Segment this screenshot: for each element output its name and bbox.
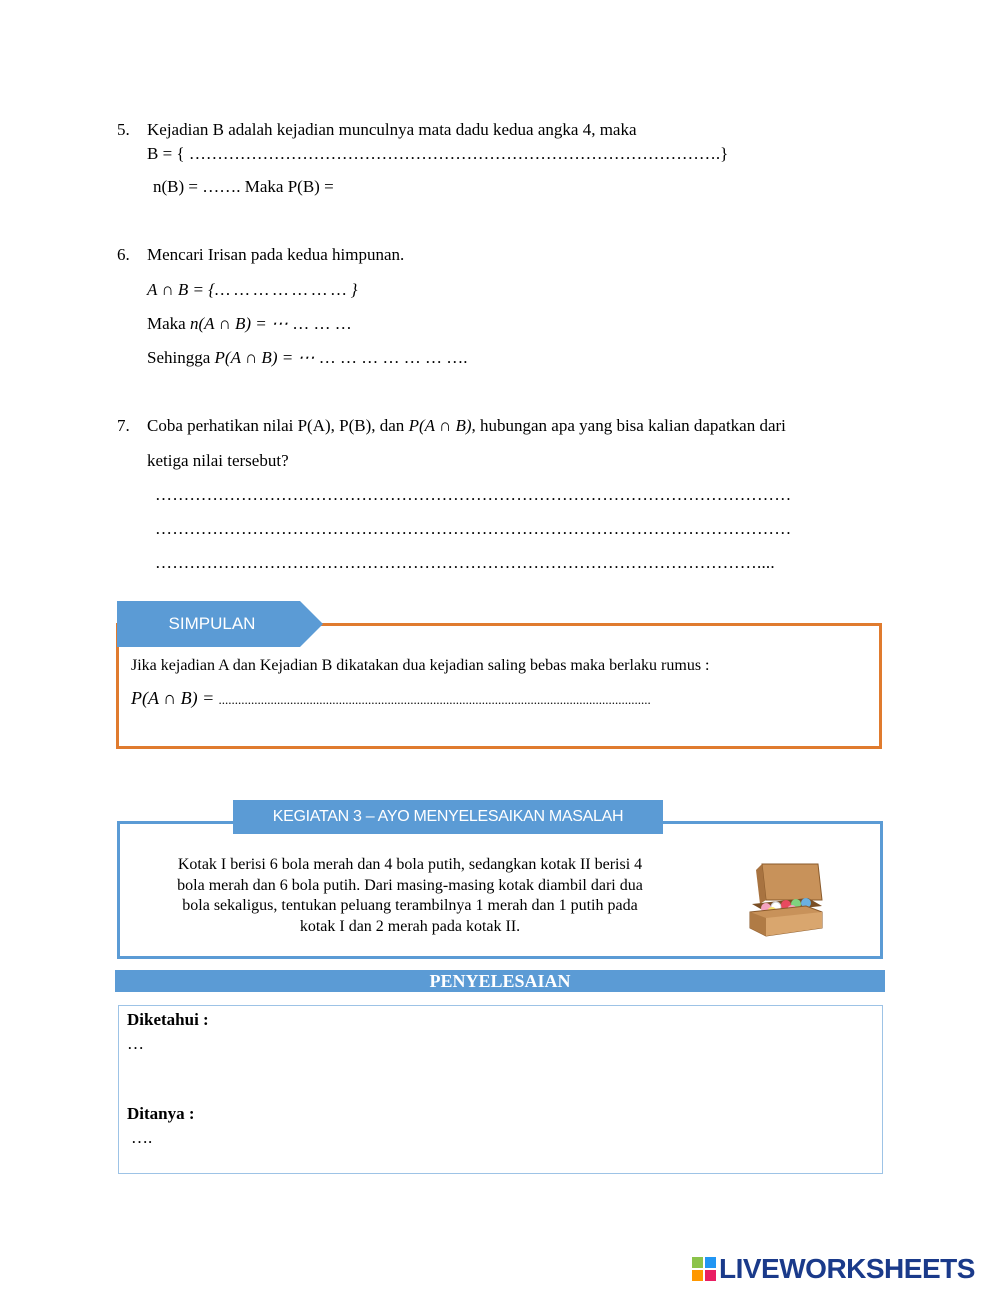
simpulan-formula — [131, 688, 651, 709]
q6-line3-prefix: Maka — [147, 314, 186, 333]
q5-line3: n(B) = ……. Maka P(B) = — [153, 177, 334, 196]
liveworksheets-logo — [692, 1254, 975, 1284]
q7-answer-line-1[interactable]: ………………………………………………………………………………………………… — [155, 485, 792, 504]
q6-line3 — [147, 314, 352, 334]
penyelesaian-title: PENYELESAIAN — [115, 970, 885, 992]
kegiatan-title: KEGIATAN 3 – AYO MENYELESAIKAN MASALAH — [233, 800, 663, 834]
simpulan-formula-blank[interactable]: ..................................................................................................................................... — [218, 692, 651, 707]
q7-answer-line-3[interactable]: …………………………………………………………………………………………….... — [155, 553, 775, 572]
q7-line1-suffix: , hubungan apa yang bisa kalian dapatkan dari — [471, 416, 786, 435]
kegiatan-line-1: Kotak I berisi 6 bola merah dan 4 bola putih, sedangkan kotak II berisi 4 — [177, 856, 643, 873]
q7-answer-line-2[interactable]: ………………………………………………………………………………………………… — [155, 519, 792, 538]
q6-number: 6. — [117, 245, 130, 264]
kegiatan-line-2: bola merah dan 6 bola putih. Dari masing-masing kotak diambil dari dua — [177, 876, 643, 894]
simpulan-formula-math: P(A ∩ B) = — [131, 688, 215, 708]
q6-line4-prefix: Sehingga — [147, 348, 211, 367]
q6-line4-math: P(A ∩ B) = ⋯ — [214, 348, 315, 367]
liveworksheets-logo-text: LIVEWORKSHEETS — [719, 1253, 975, 1284]
ditanya-label: Ditanya : — [127, 1104, 195, 1123]
penyelesaian-box — [118, 1005, 883, 1174]
ball-box-icon — [748, 860, 826, 942]
liveworksheets-logo-icon — [692, 1257, 716, 1281]
q7-line2: ketiga nilai tersebut? — [147, 451, 289, 470]
diketahui-answer[interactable]: … — [127, 1034, 144, 1053]
q6-intersection-set: A ∩ B = {… … … … … … … } — [147, 280, 358, 299]
q5-line1: Kejadian B adalah kejadian munculnya mata dadu kedua angka 4, maka — [147, 120, 637, 139]
diketahui-label: Diketahui : — [127, 1010, 209, 1029]
q6-line1: Mencari Irisan pada kedua himpunan. — [147, 245, 405, 264]
q7-line1-math: P(A ∩ B) — [408, 416, 472, 435]
q5-line2: B = { ………………………………………………………………………………….} — [147, 144, 729, 163]
q6-line4 — [147, 348, 467, 368]
kegiatan-line-3: bola sekaligus, tentukan peluang terambilnya 1 merah dan 1 putih pada — [182, 897, 638, 914]
kegiatan-problem — [130, 855, 690, 937]
q6-line3-dots: … … … — [292, 314, 352, 333]
q5-number: 5. — [117, 120, 130, 139]
simpulan-title: SIMPULAN — [168, 614, 256, 633]
q7-number: 7. — [117, 416, 130, 435]
q6-line3-math: n(A ∩ B) = ⋯ — [189, 314, 289, 333]
q7-line1 — [147, 416, 786, 436]
kegiatan-line-4: kotak I dan 2 merah pada kotak II. — [299, 917, 521, 935]
q6-line4-dots: … … … … … … …. — [318, 348, 468, 367]
ditanya-answer[interactable]: …. — [131, 1128, 153, 1147]
q7-line1-prefix: Coba perhatikan nilai P(A), P(B), dan — [147, 416, 405, 435]
simpulan-text: Jika kejadian A dan Kejadian B dikatakan dua kejadian saling bebas maka berlaku rumus : — [131, 657, 710, 674]
